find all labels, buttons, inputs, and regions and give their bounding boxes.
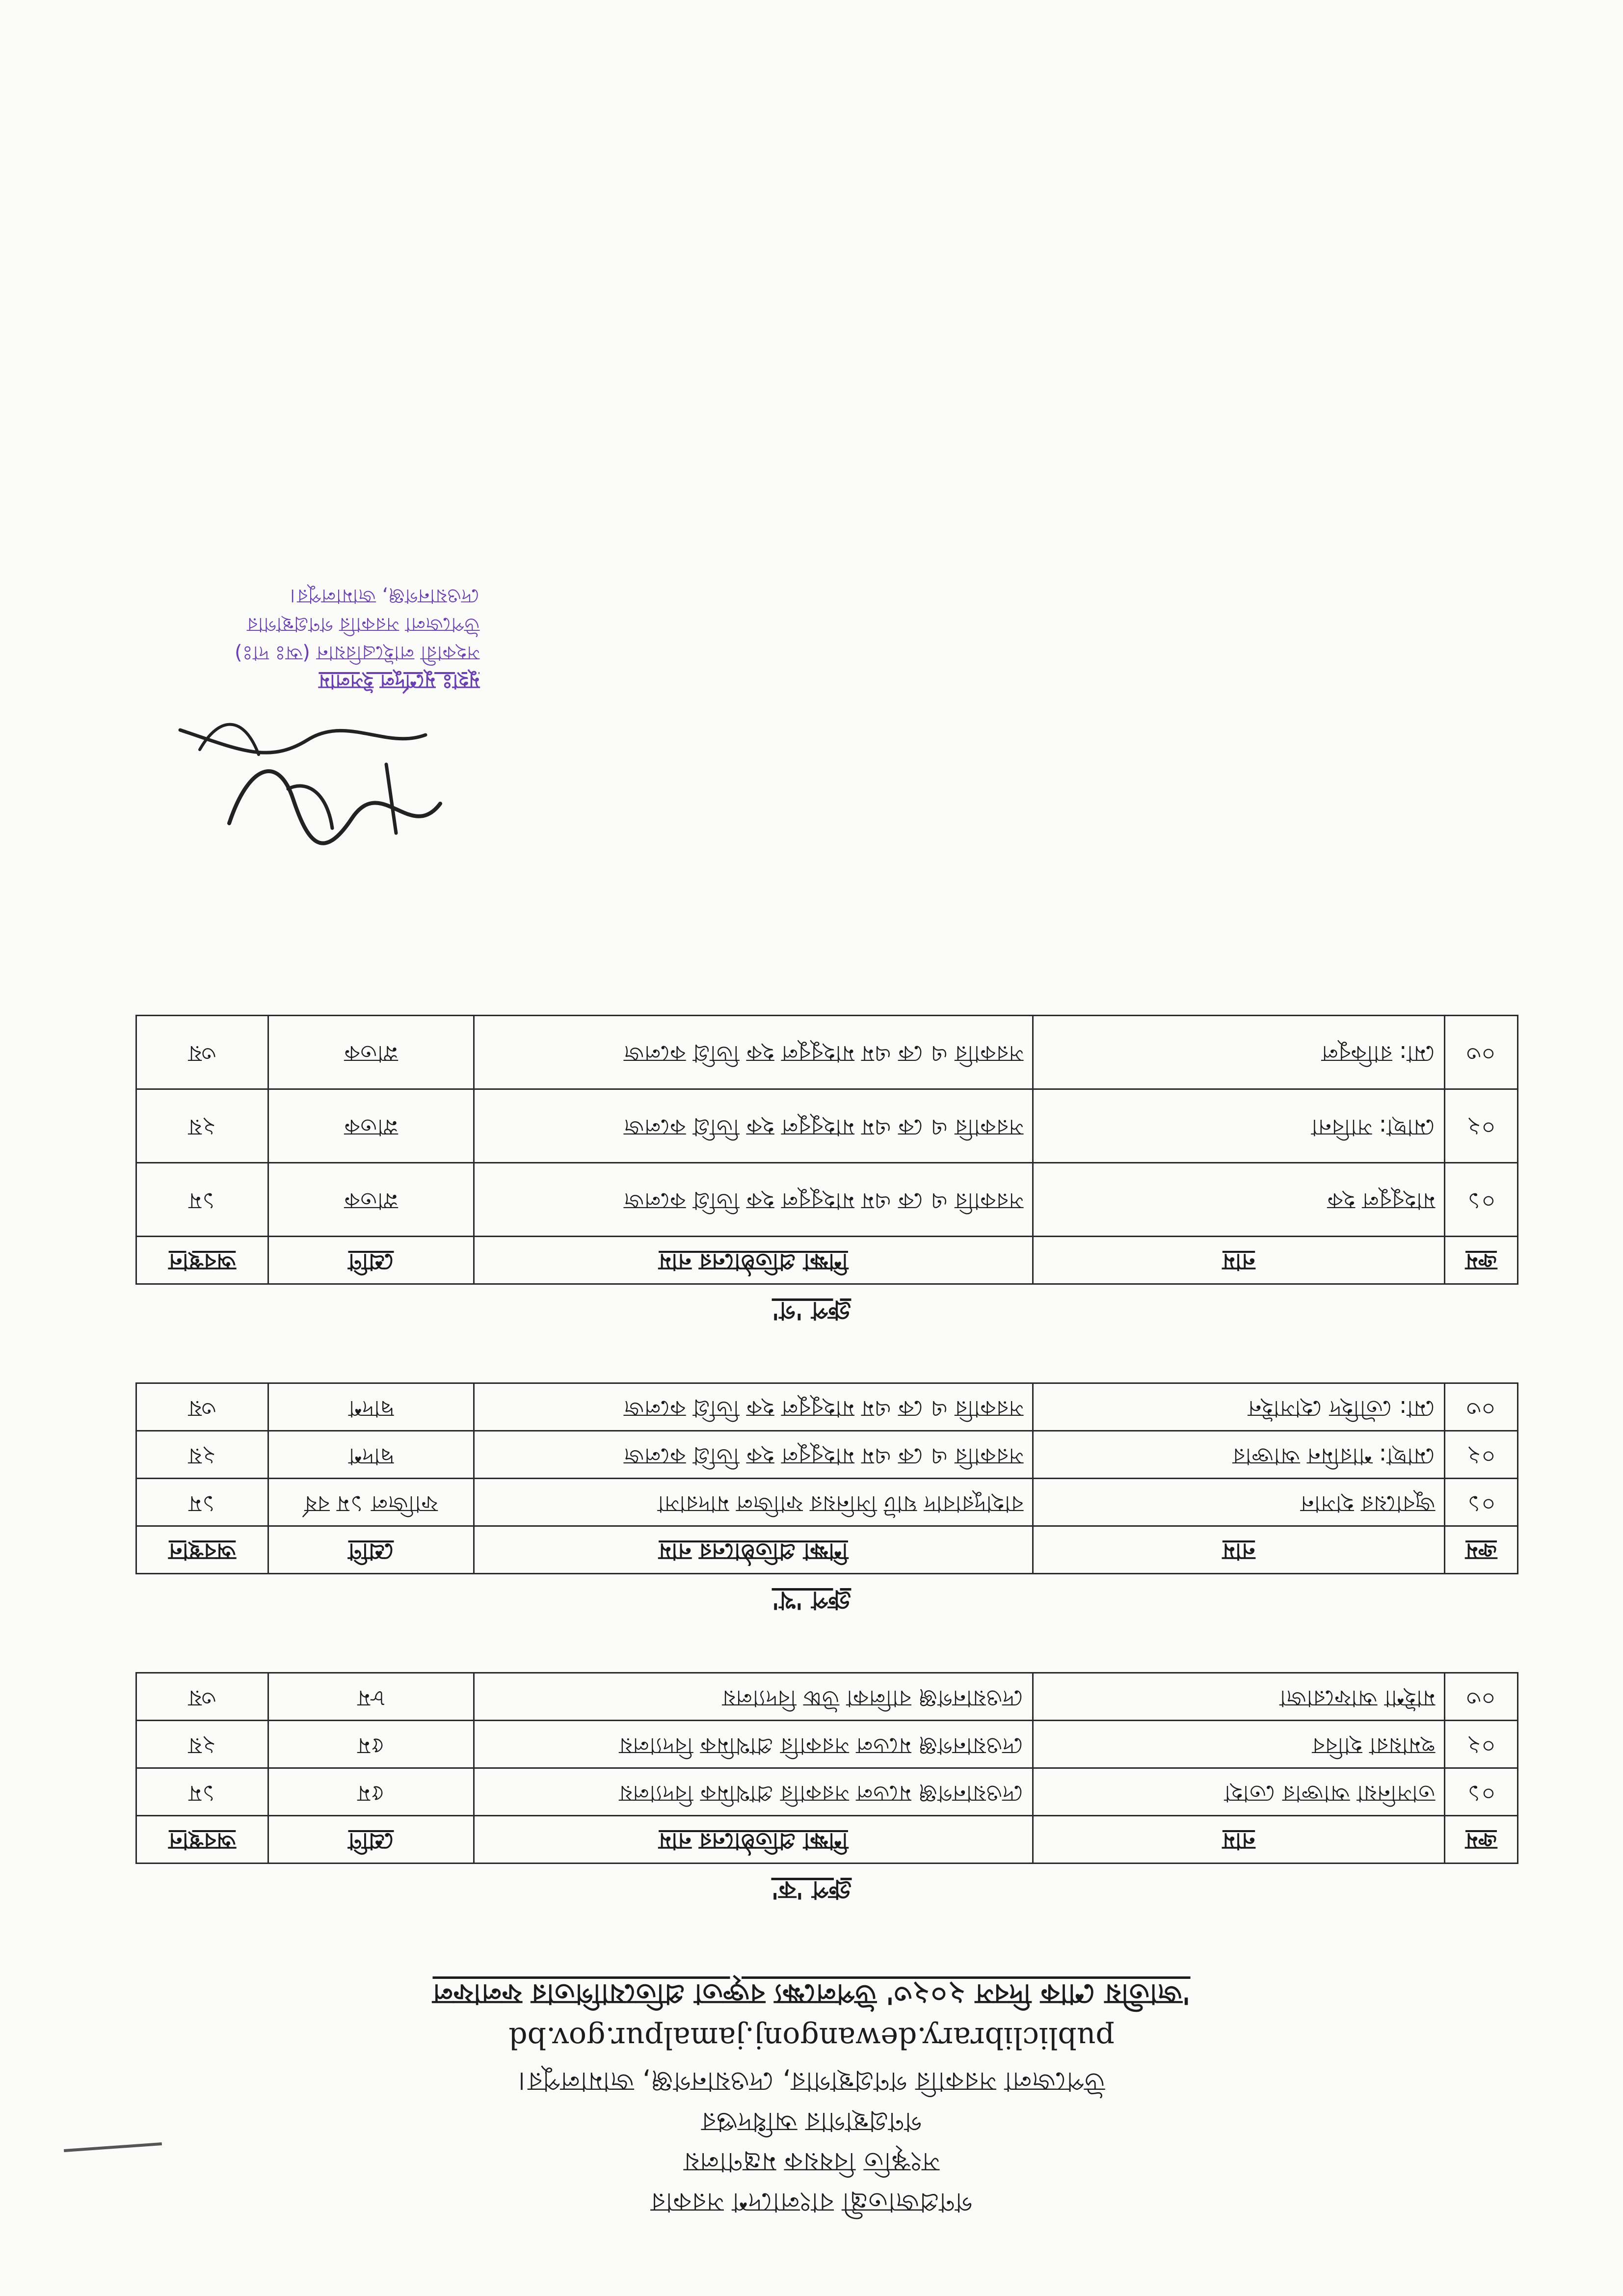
cell-class: স্নাতক: [268, 1016, 474, 1089]
cell-serial: ০১: [1445, 1163, 1518, 1237]
cell-institution: সরকারি এ কে এম মাহবুবুল হক ডিগ্রি কলেজ: [474, 1016, 1033, 1089]
cell-name: মো: রাকিবুল: [1033, 1016, 1445, 1089]
cell-class: ৮ম: [268, 1673, 474, 1721]
stamp-line-3: উপজেলা সরকারি গণগ্রন্থাগার: [247, 613, 479, 636]
stamp-line-2: সহকারী লাইব্রেরিয়ান (অঃ দাঃ): [235, 642, 479, 664]
cell-name: মাহবুবুল হক: [1033, 1163, 1445, 1237]
cell-name: জুবায়ের হাসান: [1033, 1479, 1445, 1526]
cell-class: স্নাতক: [268, 1163, 474, 1237]
cell-name: তাসনিয়া আক্তার তোহা: [1033, 1768, 1445, 1816]
cell-institution: বাহাদুরাবাদ ঘাট সিনিয়র ফাজিল মাদরাসা: [474, 1479, 1033, 1526]
table-header-row: [136, 1526, 1518, 1574]
cell-position: ১ম: [136, 1479, 268, 1526]
table-header-row: [136, 1816, 1518, 1864]
group-a-heading: গ্রুপ 'ক': [771, 1876, 852, 1904]
cell-name: হুমায়রা হাবিব: [1033, 1721, 1445, 1768]
cell-institution: সরকারি এ কে এম মাহবুবুল হক ডিগ্রি কলেজ: [474, 1163, 1033, 1237]
header-line-3: গণগ্রন্থাগার অধিদপ্তর: [701, 2107, 922, 2137]
cell-position: ১ম: [136, 1163, 268, 1237]
table-row: [136, 1721, 1518, 1768]
header-line-2: সংস্কৃতি বিষয়ক মন্ত্রণালয়: [684, 2147, 939, 2178]
table-row: [136, 1383, 1518, 1431]
table-header-row: [136, 1237, 1518, 1284]
cell-serial: ০৩: [1445, 1383, 1518, 1431]
cell-serial: ০২: [1445, 1721, 1518, 1768]
cell-class: স্নাতক: [268, 1089, 474, 1163]
cell-institution: সরকারি এ কে এম মাহবুবুল হক ডিগ্রি কলেজ: [474, 1089, 1033, 1163]
cell-class: ৫ম: [268, 1721, 474, 1768]
cell-institution: দেওয়ানগঞ্জ মডেল সরকারি প্রাথমিক বিদ্যালয়: [474, 1768, 1033, 1816]
letterhead: [0, 1973, 1623, 2222]
cell-serial: ০১: [1445, 1768, 1518, 1816]
cell-position: ২য়: [136, 1089, 268, 1163]
table-row: [136, 1479, 1518, 1526]
document-title: 'জাতীয় শোক দিবস ২০২৩' উপলক্ষ্যে বক্তৃতা প্রতিযোগিতার ফলাফল: [432, 1978, 1191, 2010]
website-url: publiclibrary.dewangonj.jamalpur.gov.bd: [508, 2021, 1115, 2055]
official-stamp: [235, 582, 479, 696]
col-class: শ্রেণি: [268, 1237, 474, 1284]
table-row: [136, 1016, 1518, 1089]
cell-class: ৫ম: [268, 1768, 474, 1816]
handwritten-signature: [141, 686, 455, 863]
cell-serial: ০৩: [1445, 1673, 1518, 1721]
cell-institution: দেওয়ানগঞ্জ বালিকা উচ্চ বিদ্যালয়: [474, 1673, 1033, 1721]
header-line-4: উপজেলা সরকারি গণগ্রন্থাগার, দেওয়ানগঞ্জ, জামালপুর।: [518, 2066, 1105, 2097]
col-position: অবস্থান: [136, 1526, 268, 1574]
col-name: নাম: [1033, 1816, 1445, 1864]
cell-serial: ০২: [1445, 1431, 1518, 1479]
col-institution: শিক্ষা প্রতিষ্ঠানের নাম: [474, 1816, 1033, 1864]
cell-institution: দেওয়ানগঞ্জ মডেল সরকারি প্রাথমিক বিদ্যালয়: [474, 1721, 1033, 1768]
cell-name: মো: তৌহিদ হোসাইন: [1033, 1383, 1445, 1431]
table-row: [136, 1163, 1518, 1237]
col-serial: ক্রম: [1445, 1526, 1518, 1574]
group-b-table: [135, 1382, 1518, 1574]
cell-position: ১ম: [136, 1768, 268, 1816]
cell-class: দ্বাদশ: [268, 1431, 474, 1479]
cell-institution: সরকারি এ কে এম মাহবুবুল হক ডিগ্রি কলেজ: [474, 1383, 1033, 1431]
col-institution: শিক্ষা প্রতিষ্ঠানের নাম: [474, 1237, 1033, 1284]
group-c-heading: গ্রুপ 'গ': [772, 1297, 851, 1325]
cell-name: মাইশা আফরোজা: [1033, 1673, 1445, 1721]
col-serial: ক্রম: [1445, 1237, 1518, 1284]
col-class: শ্রেণি: [268, 1526, 474, 1574]
col-class: শ্রেণি: [268, 1816, 474, 1864]
cell-class: ফাজিল ১ম বর্ষ: [268, 1479, 474, 1526]
col-position: অবস্থান: [136, 1816, 268, 1864]
stamp-line-1: মুহাঃ মুর্শেদুল ইসলাম: [319, 670, 479, 693]
cell-serial: ০২: [1445, 1089, 1518, 1163]
stamp-line-4: দেওয়ানগঞ্জ, জামালপুর।: [290, 585, 479, 607]
cell-class: দ্বাদশ: [268, 1383, 474, 1431]
group-a-table: [135, 1672, 1518, 1864]
cell-institution: সরকারি এ কে এম মাহবুবুল হক ডিগ্রি কলেজ: [474, 1431, 1033, 1479]
cell-name: মোছা: শারমিন আক্তার: [1033, 1431, 1445, 1479]
cell-position: ৩য়: [136, 1016, 268, 1089]
col-name: নাম: [1033, 1237, 1445, 1284]
col-name: নাম: [1033, 1526, 1445, 1574]
header-line-1: গণপ্রজাতন্ত্রী বাংলাদেশ সরকার: [650, 2187, 973, 2218]
group-c-table: [135, 1015, 1518, 1285]
cell-position: ২য়: [136, 1721, 268, 1768]
cell-serial: ০১: [1445, 1479, 1518, 1526]
table-row: [136, 1768, 1518, 1816]
cell-position: ২য়: [136, 1431, 268, 1479]
cell-name: মোছা: সাবিনা: [1033, 1089, 1445, 1163]
cell-position: ৩য়: [136, 1383, 268, 1431]
group-b-heading: গ্রুপ 'খ': [772, 1586, 851, 1615]
cell-position: ৩য়: [136, 1673, 268, 1721]
col-position: অবস্থান: [136, 1237, 268, 1284]
col-institution: শিক্ষা প্রতিষ্ঠানের নাম: [474, 1526, 1033, 1574]
table-row: [136, 1089, 1518, 1163]
table-row: [136, 1431, 1518, 1479]
cell-serial: ০৩: [1445, 1016, 1518, 1089]
col-serial: ক্রম: [1445, 1816, 1518, 1864]
table-row: [136, 1673, 1518, 1721]
